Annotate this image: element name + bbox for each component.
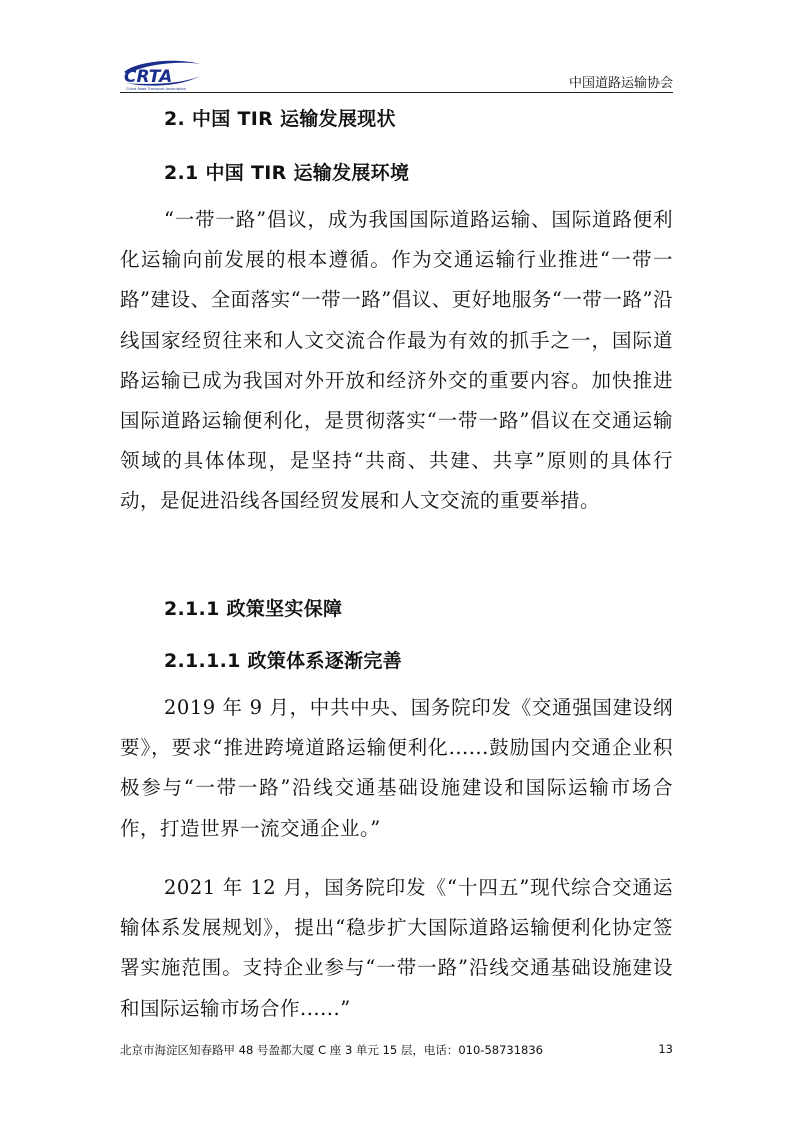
section-heading-2: 2. 中国 TIR 运输发展现状 — [164, 108, 396, 130]
paragraph-2021-policy: 2021 年 12 月，国务院印发《“十四五”现代综合交通运输体系发展规划》，提出“稳步扩大国际道路运输便利化协定签署实施范围。支持企业参与“一带一路”沿线交通基础设施建设和国际运输市场合作......” — [120, 876, 673, 1020]
logo-subtext: China Road Transport Association — [126, 87, 187, 91]
crta-logo — [120, 58, 202, 92]
section-heading-2-1-1: 2.1.1 政策坚实保障 — [164, 598, 343, 620]
footer-address: 北京市海淀区知春路甲 48 号盈都大厦 C 座 3 单元 15 层，电话：010-58731836 — [120, 1043, 543, 1057]
logo-text: CRTA — [124, 67, 173, 87]
section-heading-2-1: 2.1 中国 TIR 运输发展环境 — [164, 162, 410, 184]
paragraph-2019-policy: 2019 年 9 月，中共中央、国务院印发《交通强国建设纲要》，要求“推进跨境道路运输便利化......鼓励国内交通企业积极参与“一带一路”沿线交通基础设施建设和国际运输市场合作，打造世界一流交通企业。” — [120, 696, 673, 840]
organization-name: 中国道路运输协会 — [568, 76, 673, 91]
page-header — [120, 52, 673, 93]
section-heading-2-1-1-1: 2.1.1.1 政策体系逐渐完善 — [164, 650, 402, 672]
paragraph-belt-and-road: “一带一路”倡议，成为我国国际道路运输、国际道路便利化运输向前发展的根本遵循。作为交通运输行业推进“一带一路”建设、全面落实“一带一路”倡议、更好地服务“一带一路”沿线国家经贸往来和人文交流合作最为有效的抓手之一，国际道路运输已成为我国对外开放和经济外交的重要内容。加快推进国际道路运输便利化，是贯彻落实“一带一路”倡议在交通运输领域的具体体现，是坚持“共商、共建、共享”原则的具体行动，是促进沿线各国经贸发展和人文交流的重要举措。 — [120, 208, 673, 513]
header-divider — [120, 92, 673, 93]
page-number: 13 — [658, 1042, 673, 1056]
